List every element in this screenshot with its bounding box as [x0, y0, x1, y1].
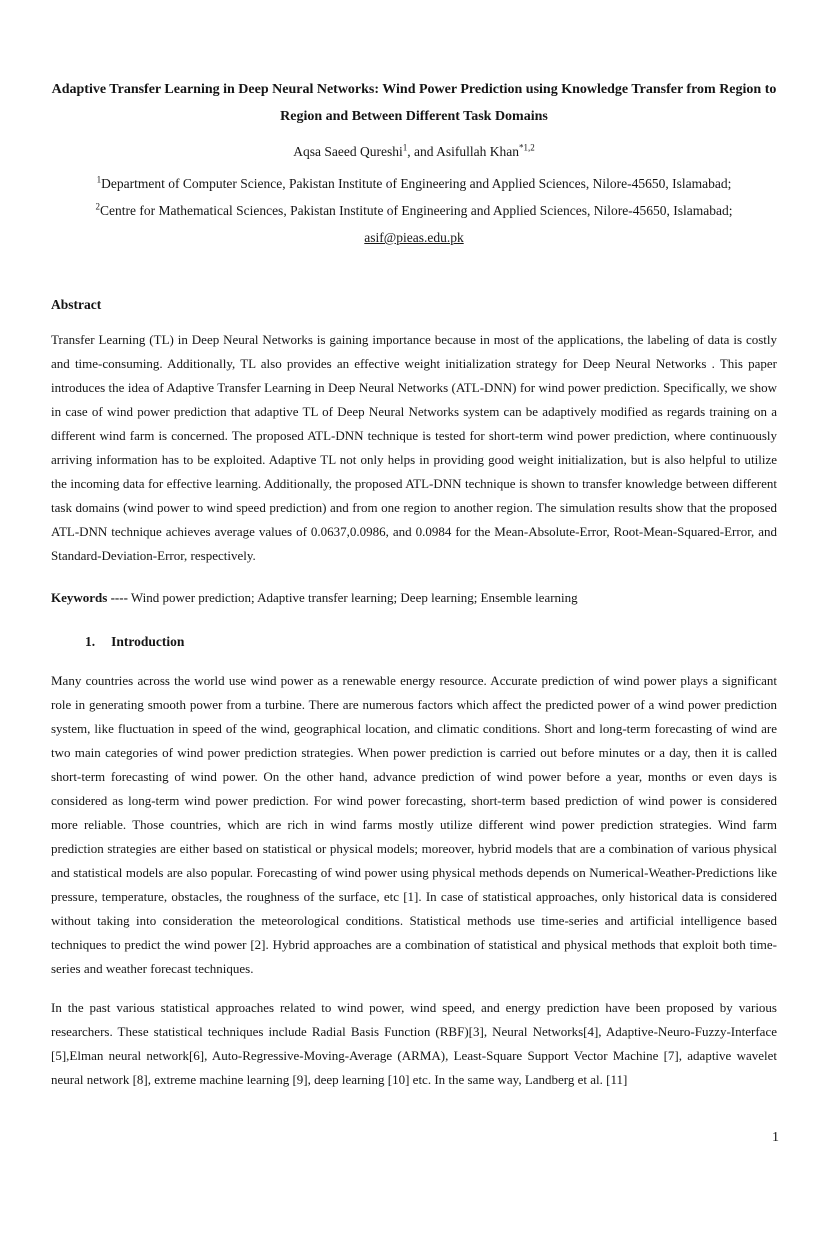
affiliation-1-text: Department of Computer Science, Pakistan Institute of Engineering and Applied Sciences, Nilore-45650, Islamabad; — [101, 176, 732, 191]
page-content — [0, 76, 828, 1092]
author-2-name: Asifullah Khan — [436, 144, 519, 159]
email-line — [51, 224, 777, 251]
paper-page — [0, 76, 828, 1247]
keywords-line — [51, 586, 777, 610]
affiliation-2-text: Centre for Mathematical Sciences, Pakistan Institute of Engineering and Applied Sciences, Nilore-45650, Islamabad; — [100, 203, 733, 218]
section-title: Introduction — [111, 634, 185, 649]
paper-title-line-2: Region and Between Different Task Domains — [280, 109, 548, 124]
affiliation-2 — [51, 197, 777, 224]
section-heading-introduction — [51, 630, 777, 654]
authors-separator: , and — [407, 144, 437, 159]
introduction-paragraph-1: Many countries across the world use wind power as a renewable energy resource. Accurate prediction of wind power plays a significant role in generating smooth power from a turbine. There are numerous factors which affect the predicted power of a wind power prediction system, like fluctuation in speed of the wind, geographical location, and climatic conditions. Short and long-term forecasting of wind are two main categories of wind power prediction strategies. When power prediction is carried out before minutes or a day, then it is called short-term forecasting of wind power. On the other hand, advance prediction of wind power before a year, months or even days is considered as long-term wind power prediction. For wind power forecasting, short-term based prediction of wind power is considered more reliable. Those countries, which are rich in wind farms mostly utilize different wind power prediction strategies. Wind farm prediction strategies are either based on statistical or physical models; moreover, hybrid models that are a combination of various physical and statistical models are also popular. Forecasting of wind power using physical methods depends on Numerical-Weather-Predictions like pressure, temperature, obstacles, the roughness of the surface, etc [1]. In case of statistical approaches, only historical data is considered without taking into consideration the meteorological conditions. Statistical methods use time-series and artificial intelligence based techniques to predict the wind power [2]. Hybrid approaches are a combination of statistical and physical methods that exploit both time-series and weather forecast techniques. — [51, 673, 777, 976]
section-number: 1. — [85, 634, 96, 649]
page-number: 1 — [772, 1130, 779, 1145]
authors-line — [51, 138, 777, 165]
affiliations-block — [51, 170, 777, 251]
introduction-paragraph-2: In the past various statistical approaches related to wind power, wind speed, and energy prediction have been proposed by various researchers. These statistical techniques include Radial Basis Function (RBF)[3], Neural Networks[4], Adaptive-Neuro-Fuzzy-Interface [5],Elman neural network[6], Auto-Regressive-Moving-Average (ARMA), Least-Square Support Vector Machine [7], adaptive wavelet neural network [8], extreme machine learning [9], deep learning [10] etc. In the same way, Landberg et al. [11] — [51, 1000, 777, 1087]
affiliation-1-superscript: 1 — [96, 174, 102, 185]
author-1-name: Aqsa Saeed Qureshi — [293, 144, 403, 159]
paper-title — [51, 76, 777, 130]
email-link[interactable]: asif@pieas.edu.pk — [364, 230, 464, 245]
keywords-text: Wind power prediction; Adaptive transfer learning; Deep learning; Ensemble learning — [127, 590, 578, 605]
keywords-label: Keywords ---- — [51, 590, 128, 605]
affiliation-1 — [51, 170, 777, 197]
paper-title-line-1: Adaptive Transfer Learning in Deep Neural Networks: Wind Power Prediction using Knowledge Transfer from Region to — [51, 82, 777, 97]
abstract-heading: Abstract — [51, 297, 102, 312]
author-2-superscript: *1,2 — [518, 142, 535, 153]
abstract-text: Transfer Learning (TL) in Deep Neural Networks is gaining importance because in most of the applications, the labeling of data is costly and time-consuming. Additionally, TL also provides an effective weight initialization strategy for Deep Neural Networks . This paper introduces the idea of Adaptive Transfer Learning in Deep Neural Networks (ATL-DNN) for wind power prediction. Specifically, we show in case of wind power prediction that adaptive TL of Deep Neural Networks system can be adaptively modified as regards training on a different wind farm is concerned. The proposed ATL-DNN technique is tested for short-term wind power prediction, where continuously arriving information has to be exploited. Adaptive TL not only helps in providing good weight initialization, but is also helpful to utilize the incoming data for effective learning. Additionally, the proposed ATL-DNN technique is shown to transfer knowledge between different task domains (wind power to wind speed prediction) and from one region to another region. The simulation results show that the proposed ATL-DNN technique achieves average values of 0.0637,0.0986, and 0.0984 for the Mean-Absolute-Error, Root-Mean-Squared-Error, and Standard-Deviation-Error, respectively. — [51, 332, 777, 563]
author-1-superscript: 1 — [402, 142, 408, 153]
affiliation-2-superscript: 2 — [95, 201, 101, 212]
